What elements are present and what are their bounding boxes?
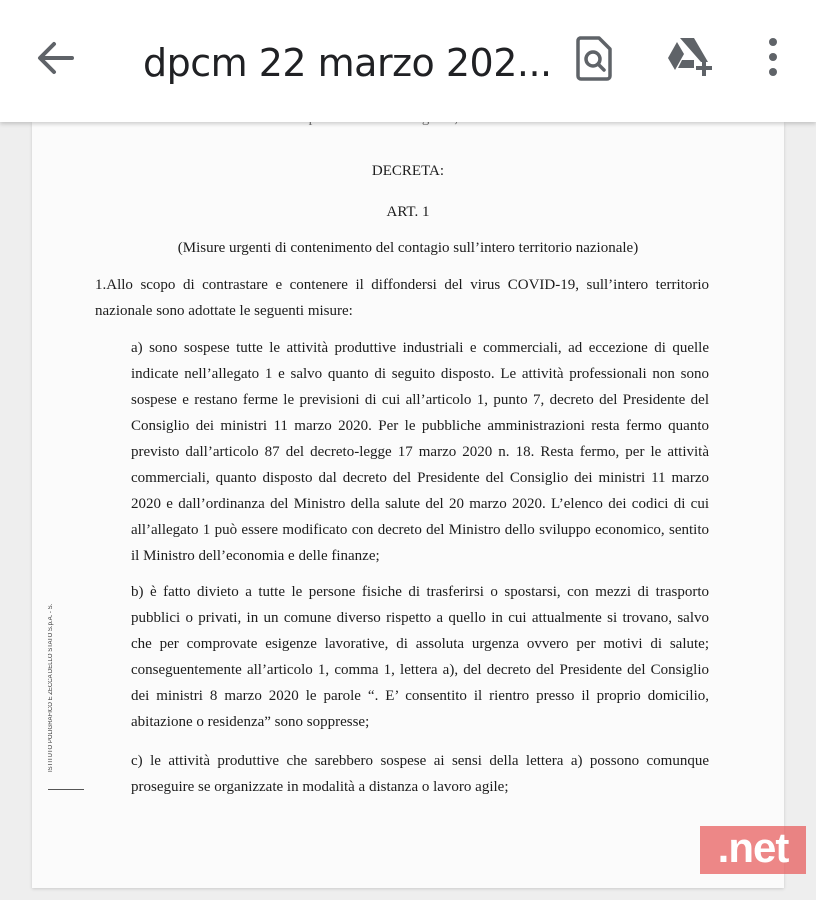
paragraph-1: 1.Allo scopo di contrastare e contenere il diffondersi del virus COVID-19, sull’intero territorio nazionale sono adottate le seguenti misure: [95, 277, 709, 319]
paragraph-c: c) le attività produttive che sarebbero sospese ai sensi della lettera a) possono comunque proseguire se organizzate in modalità a distanza o lavoro agile; [131, 753, 709, 795]
add-to-drive-button[interactable] [664, 36, 716, 78]
arrow-back-icon [30, 36, 80, 80]
margin-rule [48, 789, 84, 790]
app-bar [0, 0, 816, 122]
document-page[interactable] [32, 122, 784, 888]
add-to-drive-icon [664, 36, 716, 78]
paragraph-a: a) sono sospese tutte le attività produttive industriali e commerciali, ad eccezione di quelle indicate nell’allegato 1 e salvo quanto di seguito disposto. Le attività professionali non sono sospese e restano ferme le previsioni di cui all’articolo 1, punto 7, decreto del Presidente del Consiglio dei ministri 11 marzo 2020. Per le pubbliche amministrazioni resta fermo quanto previsto dall’articolo 87 del decreto-legge 17 marzo 2020 n. 18. Resta fermo, per le attività commerciali, quanto disposto dal decreto del Presidente del Consiglio dei ministri 11 marzo 2020 e dall’ordinanza del Ministro della salute del 20 marzo 2020. L’elenco dei codici di cui all’allegato 1 può essere modificato con decreto del Ministro dello sviluppo economico, sentito il Ministro dell’economia e delle finanze; [131, 340, 709, 564]
site-watermark: .net [700, 826, 806, 874]
more-options-button[interactable] [758, 36, 788, 80]
printer-sidebar-note: ISTITUTO POLIGRAFICO E ZECCA DELLO STATO S.p.A. - S. [48, 603, 54, 772]
paragraph-b: b) è fatto divieto a tutte le persone fisiche di trasferirsi o spostarsi, con mezzi di trasporto pubblici o privati, in un comune diverso rispetto a quello in cui attualmente si trovano, salvo che per comprovate esigenze lavorative, di assoluta urgenza ovvero per motivi di salute; conseguentemente all’articolo 1, comma 1, lettera a), del decreto del Presidente del Consiglio dei ministri 8 marzo 2020 le parole “. E’ consentito il rientro presso il proprio domicilio, abitazione o residenza” sono soppresse; [131, 584, 709, 730]
article-subtitle: (Misure urgenti di contenimento del contagio sull’intero territorio nazionale) [177, 240, 639, 256]
document-title: dpcm 22 marzo 202... [143, 41, 552, 85]
find-in-page-icon [572, 34, 616, 82]
back-button[interactable] [30, 36, 80, 80]
more-vert-icon [758, 36, 788, 80]
decreta-heading: DECRETA: [371, 163, 445, 179]
article-heading: ART. 1 [386, 204, 430, 220]
find-in-page-button[interactable] [572, 34, 616, 82]
